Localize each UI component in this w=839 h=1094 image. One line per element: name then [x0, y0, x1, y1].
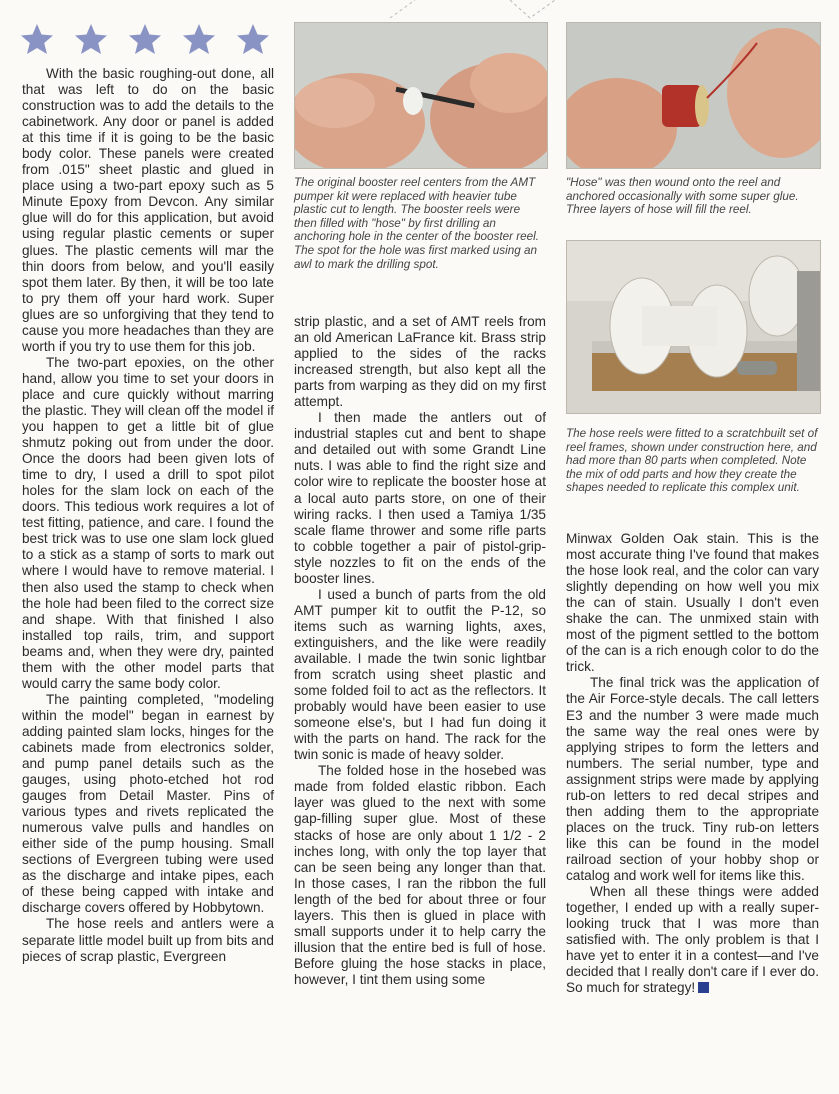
- paragraph: The two-part epoxies, on the other hand, allow you time to set your doors in place and cure quickly without marring the plastic. They will clean off the model if you happen to get a little bit of glue shmutz poking out from under the door. Once the doors had been given lots of time to dry, I used a drill to spot pilot holes for the slam lock on each of the doors. This tedious work requires a lot of test fitting, patience, and care. I found the best trick was to use one slam lock glued to a stick as a stamp of sorts to mark out where I would have to remove material. I then also used the stamp to check when the hole had been filed to the correct size and shape. With that finished I also installed top rails, trim, and support beams and, when they were dry, painted them with the other model parts that would carry the same body color.: [22, 354, 274, 691]
- paragraph: I then made the antlers out of industrial staples cut and bent to shape and detailed out with some Grandt Line nuts. I was able to find the right size and color wire to replicate the booster hose at a local auto parts store, on one of their wiring racks. I then used a Tamiya 1/35 scale flame thrower and some rifle parts to cobble together a pair of pistol-grip-style nozzles to fit on the ends of the booster lines.: [294, 410, 546, 586]
- star-icons: [21, 24, 269, 54]
- paragraph: The painting completed, "modeling within the model" began in earnest by adding painted slam locks, hinges for the cabinets made from electronics solder, and pump panel details such as the gauges, using photo-etched hot rod gauges from Detail Master. Pins of various types and rivets replicated the numerous valve pulls and handles on either side of the pump housing. Small sections of Evergreen tubing were used as the discharge and intake pipes, each of these being capped with intake and discharge covers offered by Hobbytown.: [22, 691, 274, 916]
- star-icon: [237, 24, 269, 54]
- photo-illustration: [295, 23, 547, 168]
- star-icon: [129, 24, 161, 54]
- star-icon: [183, 24, 215, 54]
- photo-reel-frames: [566, 240, 821, 414]
- paragraph: Minwax Golden Oak stain. This is the most accurate thing I've found that makes the hose look real, and the color can vary slightly depending on how well you mix the can of stain. Usually I don't even shake the can. The unmixed stain with most of the pigment settled to the bottom of the can is a rich enough color to do the trick.: [566, 531, 819, 675]
- paragraph-final: [566, 884, 819, 996]
- star-icon: [21, 24, 53, 54]
- article-column-3: [566, 531, 819, 996]
- rating-stars: [20, 20, 280, 60]
- paragraph: The hose reels and antlers were a separate little model built up from bits and pieces of scrap plastic, Evergreen: [22, 916, 274, 964]
- paragraph: With the basic roughing-out done, all that was left to do on the basic construction was to add the details to the cabinetwork. Any door or panel is added at this time if it is going to be the basic body color. These panels were created from .015" sheet plastic and glued in place using a two-part epoxy such as 5 Minute Epoxy from Devcon. Any similar glue will do for this application, but avoid using regular plastic cements or super glues. The plastic cements will mar the thin doors from below, and you'll easily spot them later. By then, it will be too late to pry them off your hard work. Super glues are so unforgiving that they tend to cause you more headaches than they are worth if you try to use them for this job.: [22, 66, 274, 354]
- photo-caption-hose-wound: "Hose" was then wound onto the reel and anchored occasionally with some super glue. Three layers of hose will fill the reel.: [566, 176, 799, 217]
- paragraph-final-text: When all these things were added together, I ended up with a really super-looking truck that I was more than satisfied with. The only problem is that I have yet to enter it in a contest—and I've decided that I really don't care if I ever do. So much for strategy!: [566, 884, 819, 996]
- paragraph: strip plastic, and a set of AMT reels from an old American LaFrance kit. Brass strip applied to the sides of the racks increased strength, but also kept all the parts from warping as they did on my first attempt.: [294, 314, 546, 410]
- star-icon: [75, 24, 107, 54]
- end-of-article-mark: [698, 982, 709, 993]
- photo-caption-booster-reel: The original booster reel centers from the AMT pumper kit were replaced with heavier tube plastic cut to length. The booster reels were then filled with "hose" by first drilling an anchoring hole in the center of the booster reel. The spot for the hole was first marked using an awl to mark the drilling spot.: [294, 176, 539, 271]
- decorative-dashes: [380, 0, 580, 20]
- photo-illustration: [567, 23, 820, 168]
- photo-caption-reel-frames: The hose reels were fitted to a scratchbuilt set of reel frames, shown under construction here, and had more than 80 parts when completed. Note the mix of odd parts and how they create the shapes needed to replicate this complex unit.: [566, 427, 818, 495]
- photo-hose-wound-reel: [566, 22, 821, 169]
- photo-booster-reel-drilling: [294, 22, 548, 169]
- paragraph: I used a bunch of parts from the old AMT pumper kit to outfit the P-12, so items such as warning lights, axes, extinguishers, and the like were readily available. I made the twin sonic lightbar from scratch using sheet plastic and some folded foil to act as the reflectors. It probably would have been easier to use someone else's, but I had fun doing it with the parts on hand. The rack for the twin sonic is made of heavy solder.: [294, 586, 546, 763]
- paragraph: The folded hose in the hosebed was made from folded elastic ribbon. Each layer was glued to the next with some gap-filling super glue. Most of these stacks of hose are only about 1 1/2 - 2 inches long, with only the top layer that can be seen being any longer than that. In those cases, I ran the ribbon the full length of the bed for about three or four layers. This then is glued in place with small supports under it to help carry the illusion that the entire bed is full of hose. Before gluing the hose stacks in place, however, I tint them using some: [294, 763, 546, 987]
- paragraph: The final trick was the application of the Air Force-style decals. The call letters E3 and the number 3 were made much the same way the real ones were by applying stripes to form the letters and numbers. The serial number, type and assignment strips were made by applying rub-on letters to red decal stripes and then adding them to the appropriate places on the truck. Tiny rub-on letters like this can be found in the model railroad section of your hobby shop or catalog and work well for items like this.: [566, 675, 819, 883]
- photo-illustration: [567, 241, 820, 413]
- article-column-1: [22, 66, 274, 965]
- article-column-2: [294, 314, 546, 988]
